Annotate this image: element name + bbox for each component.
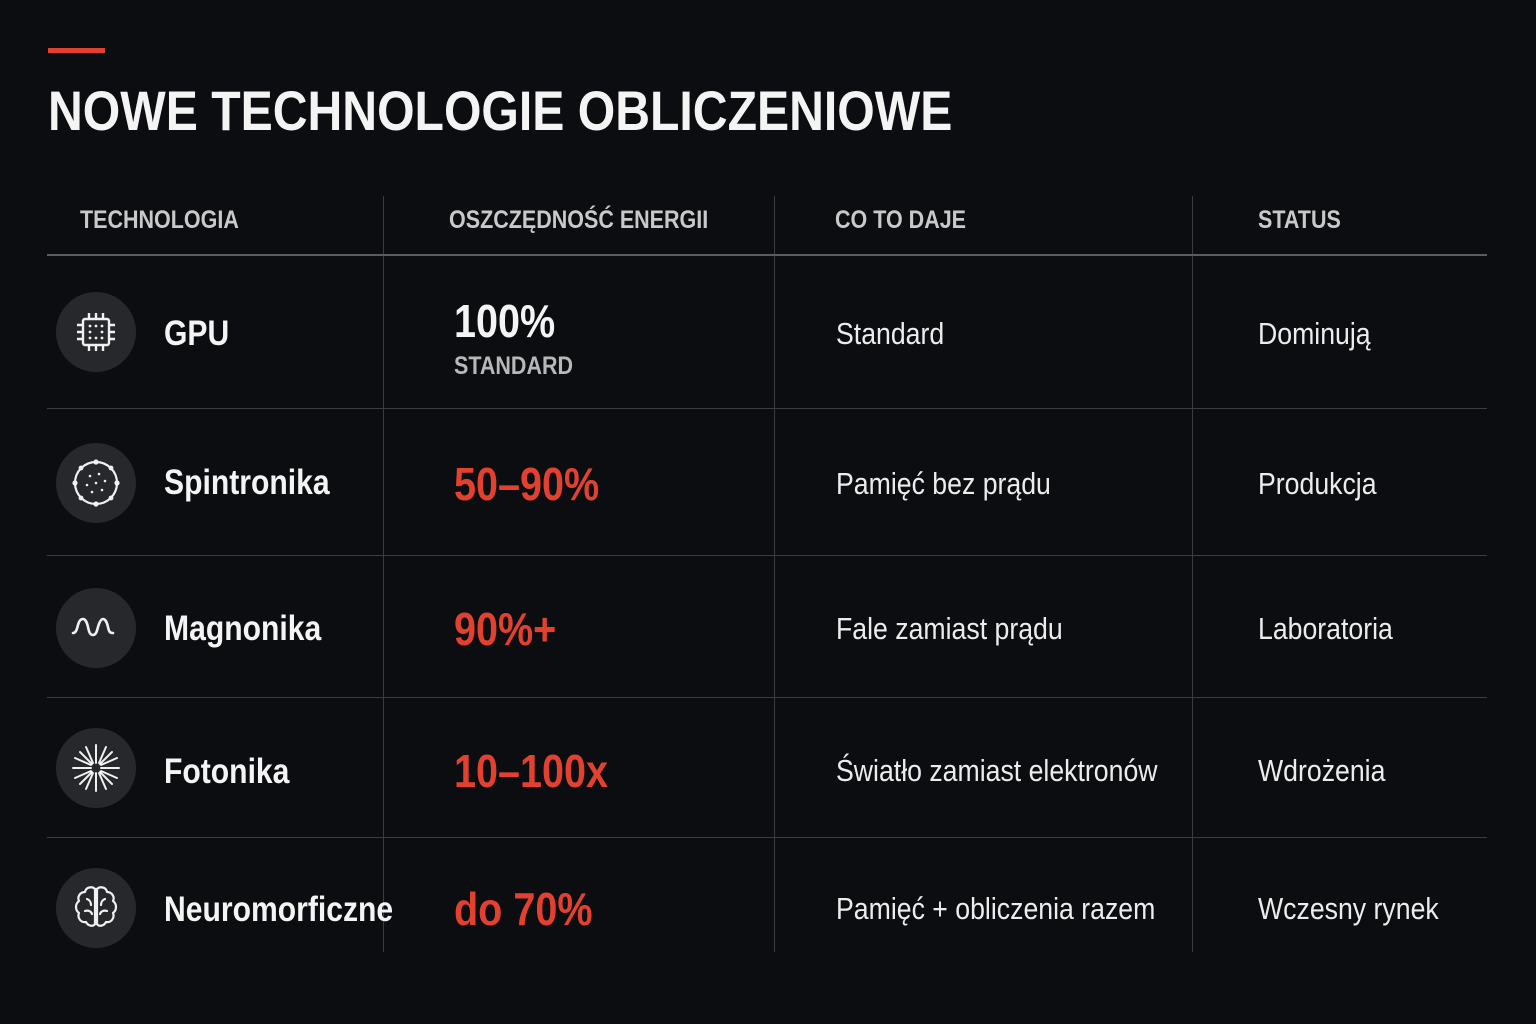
header-energy-saving: OSZCZĘDNOŚĆ ENERGII (449, 206, 709, 234)
title-accent-bar (48, 48, 105, 53)
table-row (47, 256, 1487, 409)
brain-icon (56, 868, 136, 948)
energy-saving-value: 50–90% (454, 458, 600, 510)
table-header (47, 196, 1487, 256)
benefit-text: Pamięć + obliczenia razem (836, 891, 1156, 926)
technology-name: Neuromorficzne (164, 890, 394, 929)
header-technology: TECHNOLOGIA (80, 206, 239, 234)
chip-icon (56, 292, 136, 372)
header-benefit: CO TO DAJE (835, 206, 967, 234)
header-status: STATUS (1258, 206, 1341, 234)
technology-name: Magnonika (164, 609, 322, 648)
energy-saving-note: STANDARD (454, 352, 574, 380)
table-row (47, 838, 1487, 956)
table-row (47, 556, 1487, 698)
benefit-text: Standard (836, 316, 945, 351)
light-burst-icon (56, 728, 136, 808)
technology-table (47, 196, 1487, 956)
energy-saving-value: 100% (454, 295, 556, 347)
benefit-text: Pamięć bez prądu (836, 466, 1051, 501)
status-text: Wdrożenia (1258, 753, 1386, 788)
benefit-text: Światło zamiast elektronów (836, 753, 1158, 788)
table-row (47, 409, 1487, 556)
technology-name: GPU (164, 314, 230, 353)
status-text: Dominują (1258, 316, 1371, 351)
wave-icon (56, 588, 136, 668)
technology-name: Fotonika (164, 752, 290, 791)
technology-name: Spintronika (164, 463, 330, 502)
energy-saving-value: do 70% (454, 883, 593, 935)
status-text: Produkcja (1258, 466, 1377, 501)
energy-saving-value: 90%+ (454, 603, 557, 655)
energy-saving-value: 10–100x (454, 745, 609, 797)
status-text: Wczesny rynek (1258, 891, 1439, 926)
table-row (47, 698, 1487, 838)
page-title: NOWE TECHNOLOGIE OBLICZENIOWE (48, 79, 953, 142)
spin-sphere-icon (56, 443, 136, 523)
benefit-text: Fale zamiast prądu (836, 611, 1063, 646)
status-text: Laboratoria (1258, 611, 1393, 646)
